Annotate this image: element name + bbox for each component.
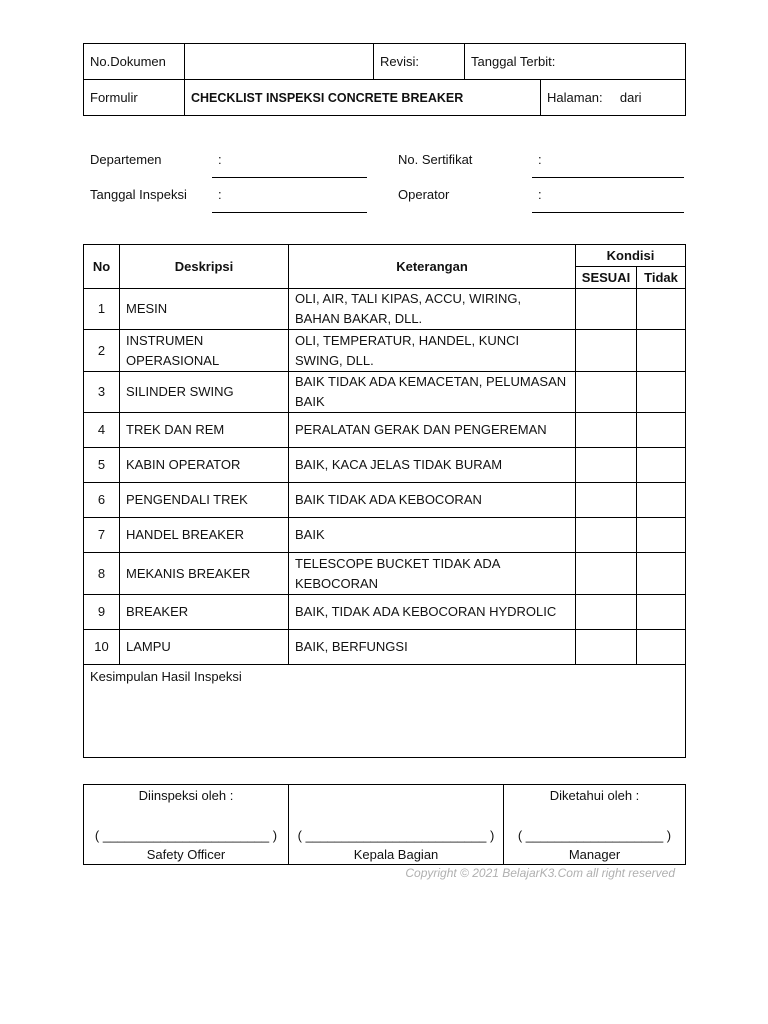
row-no: 3 [84, 372, 120, 413]
kesimpulan-field[interactable] [84, 665, 686, 758]
operator-colon: : [538, 187, 542, 202]
signature-line: ( ___________________ ) [517, 828, 672, 843]
row-deskripsi: SILINDER SWING [120, 372, 289, 413]
row-keterangan: TELESCOPE BUCKET TIDAK ADA KEBOCORAN [289, 553, 576, 595]
table-row [84, 330, 686, 372]
row-keterangan: BAIK TIDAK ADA KEBOCORAN [289, 483, 576, 518]
header-kondisi: Kondisi [576, 245, 686, 267]
row-no: 5 [84, 448, 120, 483]
copyright-watermark: Copyright © 2021 BelajarK3.Com all right reserved [405, 866, 675, 880]
operator-field[interactable] [532, 212, 684, 213]
row-keterangan: BAIK, TIDAK ADA KEBOCORAN HYDROLIC [289, 595, 576, 630]
signature-manager[interactable] [504, 785, 686, 865]
sesuai-checkbox-cell[interactable] [576, 630, 637, 665]
role-label: Safety Officer [146, 847, 226, 862]
header-keterangan: Keterangan [289, 245, 576, 289]
table-row [84, 372, 686, 413]
sesuai-checkbox-cell[interactable] [576, 330, 637, 372]
row-deskripsi: TREK DAN REM [120, 413, 289, 448]
row-no: 10 [84, 630, 120, 665]
row-no: 7 [84, 518, 120, 553]
table-row [84, 289, 686, 330]
tanggal-inspeksi-field[interactable] [212, 212, 367, 213]
tidak-checkbox-cell[interactable] [637, 372, 686, 413]
table-row [84, 518, 686, 553]
no-dokumen-value[interactable] [185, 44, 374, 80]
role-label: Manager [568, 847, 621, 862]
table-row [84, 413, 686, 448]
row-deskripsi: HANDEL BREAKER [120, 518, 289, 553]
header-tidak: Tidak [637, 267, 686, 289]
operator-label: Operator [398, 187, 450, 202]
halaman-cell [541, 80, 686, 116]
no-sertifikat-field[interactable] [532, 177, 684, 178]
row-no: 6 [84, 483, 120, 518]
row-keterangan: BAIK TIDAK ADA KEMACETAN, PELUMASAN BAIK [289, 372, 576, 413]
tidak-checkbox-cell[interactable] [637, 289, 686, 330]
departemen-colon: : [218, 152, 222, 167]
row-no: 1 [84, 289, 120, 330]
sesuai-checkbox-cell[interactable] [576, 413, 637, 448]
departemen-field[interactable] [212, 177, 367, 178]
sesuai-checkbox-cell[interactable] [576, 372, 637, 413]
revisi-label: Revisi: [374, 44, 465, 80]
dari-label: dari [619, 90, 642, 105]
sesuai-checkbox-cell[interactable] [576, 595, 637, 630]
row-deskripsi: KABIN OPERATOR [120, 448, 289, 483]
table-row [84, 553, 686, 595]
sesuai-checkbox-cell[interactable] [576, 518, 637, 553]
role-label: Kepala Bagian [353, 847, 439, 862]
halaman-label: Halaman: [547, 90, 603, 105]
row-deskripsi: INSTRUMEN OPERASIONAL [120, 330, 289, 372]
diinspeksi-label: Diinspeksi oleh : [138, 788, 234, 803]
row-deskripsi: MEKANIS BREAKER [120, 553, 289, 595]
signature-kepala-bagian[interactable] [289, 785, 504, 865]
row-no: 8 [84, 553, 120, 595]
row-keterangan: PERALATAN GERAK DAN PENGEREMAN [289, 413, 576, 448]
sesuai-checkbox-cell[interactable] [576, 289, 637, 330]
tidak-checkbox-cell[interactable] [637, 595, 686, 630]
row-no: 4 [84, 413, 120, 448]
row-deskripsi: PENGENDALI TREK [120, 483, 289, 518]
diketahui-label: Diketahui oleh : [549, 788, 640, 803]
header-deskripsi: Deskripsi [120, 245, 289, 289]
document-header-table [83, 43, 686, 116]
no-dokumen-label: No.Dokumen [84, 44, 185, 80]
row-keterangan: OLI, TEMPERATUR, HANDEL, KUNCI SWING, DLL. [289, 330, 576, 372]
tidak-checkbox-cell[interactable] [637, 483, 686, 518]
signature-line: ( _______________________ ) [94, 828, 278, 843]
row-keterangan: OLI, AIR, TALI KIPAS, ACCU, WIRING, BAHAN BAKAR, DLL. [289, 289, 576, 330]
row-deskripsi: BREAKER [120, 595, 289, 630]
row-keterangan: BAIK, BERFUNGSI [289, 630, 576, 665]
tidak-checkbox-cell[interactable] [637, 413, 686, 448]
table-row [84, 448, 686, 483]
tanggal-inspeksi-colon: : [218, 187, 222, 202]
header-no: No [84, 245, 120, 289]
tidak-checkbox-cell[interactable] [637, 630, 686, 665]
table-row [84, 595, 686, 630]
tidak-checkbox-cell[interactable] [637, 448, 686, 483]
no-sertifikat-label: No. Sertifikat [398, 152, 473, 167]
sesuai-checkbox-cell[interactable] [576, 553, 637, 595]
table-row [84, 483, 686, 518]
form-title: CHECKLIST INSPEKSI CONCRETE BREAKER [185, 80, 541, 116]
departemen-label: Departemen [90, 152, 162, 167]
tanggal-terbit-label: Tanggal Terbit: [465, 44, 686, 80]
row-no: 9 [84, 595, 120, 630]
row-deskripsi: MESIN [120, 289, 289, 330]
checklist-table [83, 244, 686, 758]
tidak-checkbox-cell[interactable] [637, 553, 686, 595]
row-keterangan: BAIK [289, 518, 576, 553]
row-deskripsi: LAMPU [120, 630, 289, 665]
sesuai-checkbox-cell[interactable] [576, 483, 637, 518]
row-no: 2 [84, 330, 120, 372]
header-sesuai: SESUAI [576, 267, 637, 289]
tidak-checkbox-cell[interactable] [637, 330, 686, 372]
signature-line: ( _________________________ ) [297, 828, 495, 843]
kesimpulan-label: Kesimpulan Hasil Inspeksi [90, 669, 242, 684]
tidak-checkbox-cell[interactable] [637, 518, 686, 553]
formulir-label: Formulir [84, 80, 185, 116]
row-keterangan: BAIK, KACA JELAS TIDAK BURAM [289, 448, 576, 483]
signature-table [83, 784, 686, 865]
sesuai-checkbox-cell[interactable] [576, 448, 637, 483]
table-row [84, 630, 686, 665]
tanggal-inspeksi-label: Tanggal Inspeksi [90, 187, 187, 202]
no-sertifikat-colon: : [538, 152, 542, 167]
signature-safety-officer[interactable] [84, 785, 289, 865]
